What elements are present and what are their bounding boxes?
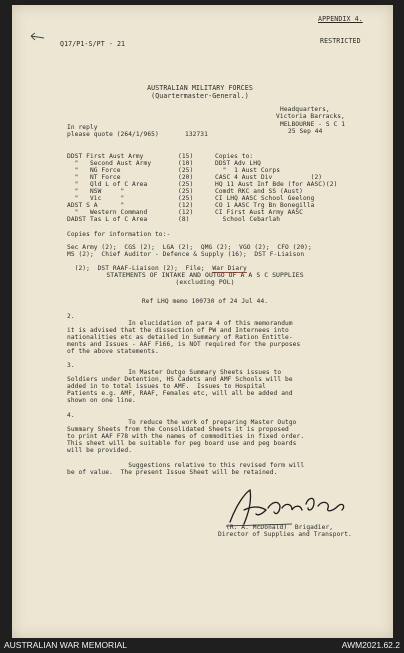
paragraph-number: 3.: [67, 362, 75, 369]
paragraph-number: 4.: [67, 412, 75, 419]
paragraph-line: will be provided.: [67, 447, 133, 454]
paragraph-line: of the above statements.: [67, 348, 159, 355]
distribution-count: (12): [178, 209, 194, 216]
distribution-copy: CI First Aust Army AASC: [215, 209, 303, 216]
distribution-to: DADST Tas L of C Area: [67, 216, 148, 223]
paragraph-line: This sheet will be suitable for peg board use and peg boards: [67, 440, 297, 447]
reply-quote-line: please quote (264/1/965): [67, 131, 159, 138]
paragraph-line: added in to total issues to AMF. Issues to Hospital: [67, 383, 266, 390]
reply-line: In reply: [67, 124, 98, 131]
distribution-to: DDST First Aust Army: [67, 153, 144, 160]
distribution-to: " NSW ": [67, 188, 125, 195]
paragraph-number: 2.: [67, 313, 75, 320]
paragraph-line: ments and Issues - AAF F166, is NOT required for the purposes: [67, 341, 301, 348]
distribution-count: (10): [178, 160, 194, 167]
pencil-arrow-mark: [29, 32, 45, 42]
signatory-name: (R. A. McDonald) Brigadier,: [226, 524, 334, 531]
distribution-copy: Copies to:: [215, 153, 254, 160]
reference-line: Ref LHQ memo 100730 of 24 Jul 44.: [141, 298, 269, 305]
address-line: MELBOURNE - S C 1: [280, 121, 346, 128]
distribution-copy: CI LHQ AASC School Geelong: [215, 195, 315, 202]
paragraph-line: To reduce the work of preparing Master Outgo: [67, 419, 297, 426]
address-line: Victoria Barracks,: [276, 113, 345, 120]
date-line: 25 Sep 44: [288, 128, 323, 135]
distribution-count: (15): [178, 153, 194, 160]
distribution-count: (12): [178, 202, 194, 209]
distribution-to: " Second Aust Army: [67, 160, 152, 167]
distribution-count: (25): [178, 167, 194, 174]
distribution-count: (25): [178, 181, 194, 188]
distribution-to: " NG Force: [67, 167, 121, 174]
copies-info-text: (2); DST RAAF-Liaison (2); File;: [74, 265, 213, 272]
distribution-to: " Qld L of C Area: [67, 181, 148, 188]
distribution-to: ADST S A ": [67, 202, 125, 209]
paragraph-line: In elucidation of para 4 of this memorandum: [67, 320, 293, 327]
paragraph-line: be of value. The present Issue Sheet will be retained.: [67, 469, 278, 476]
distribution-copy: School Cebarlah: [215, 216, 281, 223]
reply-number: 132731: [185, 131, 208, 138]
document-subtitle: (Quartermaster-General.): [151, 92, 249, 100]
paragraph-line: to print AAF F78 with the names of commodities in fixed order.: [67, 433, 305, 440]
distribution-copy: CASC 4 Aust Div (2): [215, 174, 323, 181]
file-reference: Q17/P1-S/PT - 21: [60, 40, 126, 48]
archive-item-id: AWM2021.62.2: [341, 640, 400, 650]
paragraph-line: In Master Outgo Summary Sheets issues to: [67, 369, 282, 376]
distribution-copy: HQ 11 Aust Inf Bde (for AASC)(2): [215, 181, 338, 188]
paragraph-line: Soldiers under Detention, HS Cadets and AMF Schools will be: [67, 376, 293, 383]
appendix-label: APPENDIX 4.: [318, 15, 363, 23]
distribution-count: (20): [178, 174, 194, 181]
paragraph-line: shown on one line.: [67, 397, 136, 404]
distribution-count: (25): [178, 195, 194, 202]
distribution-copy: CO 1 AASC Trg Bn Bonegilla: [215, 202, 315, 209]
signatory-title: Director of Supplies and Transport.: [218, 531, 352, 538]
paragraph-line: Patients e.g. AMF, RAAF, Females etc, will all be added and: [67, 390, 293, 397]
distribution-copy: DDST Adv LHQ: [215, 160, 261, 167]
paragraph-line: it is advised that the dissection of PW and Internees into: [67, 327, 289, 334]
document-title: AUSTRALIAN MILITARY FORCES: [147, 84, 253, 92]
paragraph-line: nationalities etc as detailed in Summary of Ration Entitle-: [67, 334, 293, 341]
war-diary-marked: War Diary: [212, 265, 247, 272]
copies-info-line: [67, 258, 247, 272]
archive-name: AUSTRALIAN WAR MEMORIAL: [4, 640, 127, 650]
distribution-copy: Comdt RKC and SS (Aust): [215, 188, 303, 195]
distribution-count: (25): [178, 188, 194, 195]
distribution-to: " Vic ": [67, 195, 125, 202]
copies-info-line: MS (2); Chief Auditor - Defence & Supply (16); DST F-Liaison: [67, 251, 305, 258]
address-line: Headquarters,: [280, 106, 330, 113]
copies-info-heading: Copies for information to:-: [67, 231, 171, 238]
copies-info-line: Sec Army (2); CGS (2); LGA (2); QMG (2); VGO (2); CFO (20);: [67, 244, 312, 251]
distribution-copy: " 1 Aust Corps: [215, 167, 281, 174]
statement-subtitle: (excluding POL): [175, 278, 235, 286]
paragraph-line: Summary Sheets from the Consolidated Sheets it is proposed: [67, 426, 289, 433]
paragraph-line: Suggestions relative to this revised form will: [67, 462, 305, 469]
statement-title: STATEMENTS OF INTAKE AND OUTGO OF A A S C SUPPLIES: [106, 271, 304, 279]
distribution-to: " NT Force: [67, 174, 121, 181]
restricted-label: RESTRICTED: [320, 37, 361, 45]
distribution-count: (8): [178, 216, 190, 223]
archive-footer: [0, 638, 404, 653]
distribution-to: " Western Command: [67, 209, 148, 216]
